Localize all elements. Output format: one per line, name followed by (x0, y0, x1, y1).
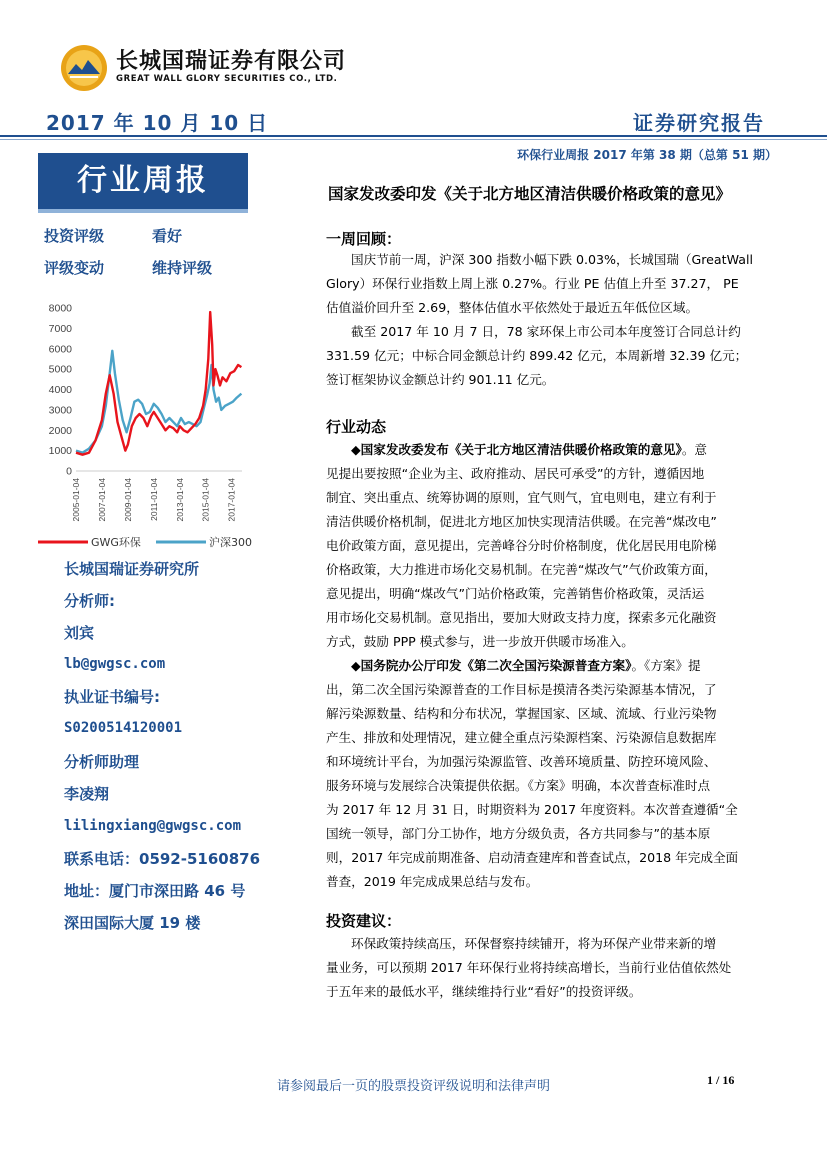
section-industry-news: 行业动态 (326, 418, 387, 436)
y-tick-label: 4000 (48, 384, 72, 396)
rating-label: 投资评级 (44, 227, 105, 245)
x-tick-label: 2005-01-04 (71, 478, 81, 522)
header-divider-thin (0, 139, 827, 140)
series-line-gwg (76, 312, 241, 455)
address-line-1: 地址：厦门市深田路 46 号 (64, 882, 246, 900)
text-line: 则，2017 年完成前期准备、启动清查建库和普查试点，2018 年完成全面 (326, 850, 739, 865)
text-line: 签订框架协议金额总计约 901.11 亿元。 (326, 372, 555, 387)
analyst-email[interactable]: lb@gwgsc.com (64, 656, 166, 672)
company-name-cn: 长城国瑞证券有限公司 (116, 49, 347, 74)
text-line: Glory）环保行业指数上周上涨 0.27%。行业 PE 估值上升至 37.27， PE (326, 276, 739, 291)
license-label: 执业证书编号: (64, 688, 160, 706)
text-line: 出，第二次全国污染源普查的工作目标是摸清各类污染源基本情况，了 (326, 682, 717, 697)
text-line: 于五年来的最低水平，继续维持行业“看好”的投资评级。 (326, 984, 642, 999)
company-name-en: GREAT WALL GLORY SECURITIES CO., LTD. (116, 74, 338, 84)
y-tick-label: 2000 (48, 424, 72, 437)
text-line: 意见提出，明确“煤改气”门站价格政策，完善销售价格政策，灵活运 (326, 586, 705, 601)
text-line: 方式，鼓励 PPP 模式参与，进一步放开供暖市场准入。 (326, 634, 634, 649)
report-date: 2017 年 10 月 10 日 (46, 111, 269, 135)
text-line: 产生、排放和处理情况，建立健全重点污染源档案、污染源信息数据库 (326, 730, 717, 745)
y-tick-label: 3000 (48, 404, 72, 417)
news-headline-heating: ◆国家发改委发布《关于北方地区清洁供暖价格政策的意见》 (351, 442, 682, 457)
text-line: 量业务，可以预期 2017 年环保行业将持续高增长，当前行业估值依然处 (326, 960, 732, 975)
issue-line: 环保行业周报 2017 年第 38 期（总第 51 期） (517, 148, 777, 162)
text-line: 环保政策持续高压，环保督察持续铺开，将为环保产业带来新的增 (351, 936, 717, 951)
paragraph-investment-advice (326, 932, 773, 1004)
text-fragment: 。《方案》提 (631, 658, 701, 673)
paragraph-heating-policy (326, 438, 773, 654)
x-tick-label: 2017-01-04 (226, 478, 237, 522)
analyst-label: 分析师: (64, 592, 115, 610)
x-tick-label: 2009-01-04 (122, 478, 133, 522)
header-divider (0, 135, 827, 137)
text-line: 解污染源数量、结构和分布状况，掌握国家、区域、流域、行业污染物 (326, 706, 717, 721)
report-type: 证券研究报告 (633, 111, 765, 135)
weekly-banner (38, 153, 248, 213)
article-title: 国家发改委印发《关于北方地区清洁供暖价格政策的意见》 (328, 185, 732, 203)
text-line: 价格政策，大力推进市场化交易机制。在完善“煤改气”气价政策方面， (326, 562, 717, 577)
x-tick-label: 2007-01-04 (96, 478, 107, 522)
y-tick-label: 1000 (48, 445, 72, 458)
index-line-chart (36, 296, 258, 556)
legend-label: GWG环保 (91, 536, 141, 549)
text-line: 见提出要按照“企业为主、政府推动、居民可承受”的方针，遵循因地 (326, 466, 705, 481)
news-headline-census: ◆国务院办公厅印发《第二次全国污染源普查方案》 (351, 658, 632, 673)
disclaimer-note: 请参阅最后一页的股票投资评级说明和法律声明 (277, 1079, 551, 1094)
text-line: 截至 2017 年 10 月 7 日，78 家环保上市公司本年度签订合同总计约 (351, 324, 741, 339)
rating-change-label: 评级变动 (44, 259, 105, 277)
text-line: 国统一领导，部门分工协作，地方分级负责，各方共同参与”的基本原 (326, 826, 711, 841)
rating-value: 看好 (152, 227, 183, 245)
analyst-name: 刘宾 (64, 624, 95, 642)
section-investment-advice: 投资建议： (326, 912, 402, 930)
text-fragment: 。意 (681, 442, 708, 457)
institute-name: 长城国瑞证券研究所 (64, 560, 200, 578)
y-tick-label: 6000 (48, 343, 72, 356)
paragraph-pollution-census (326, 654, 773, 894)
weekly-banner-text: 行业周报 (77, 163, 209, 198)
y-tick-label: 0 (66, 465, 72, 478)
y-tick-label: 8000 (48, 302, 72, 315)
paragraph-market-review (326, 248, 773, 320)
y-tick-label: 7000 (48, 322, 72, 335)
rating-change-value: 维持评级 (152, 259, 213, 277)
paragraph-contracts (326, 320, 773, 392)
series-line-hs300 (76, 351, 241, 453)
text-line (326, 654, 773, 678)
chart-series (76, 312, 241, 455)
assistant-name: 李凌翔 (64, 785, 110, 803)
y-tick-label: 5000 (48, 363, 72, 376)
text-line: 为 2017 年 12 月 31 日，时期资料为 2017 年度资料。本次普查遵循“全 (326, 802, 738, 817)
text-line: 用市场化交易机制。意见指出，要加大财政支持力度，探索多元化融资 (326, 610, 717, 625)
chart-legend (38, 535, 252, 549)
text-line: 制宜、突出重点、统筹协调的原则，宜气则气，宜电则电，建立有利于 (326, 490, 717, 505)
text-line: 电价政策方面，意见提出，完善峰谷分时价格制度，优化居民用电阶梯 (326, 538, 717, 553)
license-number: S0200514120001 (64, 720, 183, 736)
text-line: 和环境统计平台，为加强污染源监管、改善环境质量、防控环境风险、 (326, 754, 717, 769)
text-line: 估值溢价回升至 2.69，整体估值水平依然处于最近五年低位区域。 (326, 300, 699, 315)
text-line: 清洁供暖价格机制，促进北方地区加快实现清洁供暖。在完善“煤改电” (326, 514, 717, 529)
text-line: 普查，2019 年完成成果总结与发布。 (326, 874, 539, 889)
company-logo-icon (60, 44, 108, 92)
assistant-email[interactable]: lilingxiang@gwgsc.com (64, 818, 242, 834)
x-tick-label: 2015-01-04 (200, 478, 211, 522)
text-line (326, 438, 773, 462)
text-line: 服务环境与发展综合决策提供依据。《方案》明确，本次普查标准时点 (326, 778, 711, 793)
x-tick-label: 2011-01-04 (148, 478, 159, 521)
legend-label: 沪深300 (209, 536, 252, 549)
section-weekly-review: 一周回顾： (326, 230, 402, 248)
contact-phone: 联系电话：0592-5160876 (64, 850, 261, 868)
page-number: 1 / 16 (707, 1073, 735, 1087)
x-tick-label: 2013-01-04 (174, 478, 185, 522)
address-line-2: 深田国际大厦 19 楼 (64, 914, 201, 932)
text-line: 331.59 亿元；中标合同金额总计约 899.42 亿元，本周新增 32.39 亿元； (326, 348, 748, 363)
assistant-label: 分析师助理 (64, 753, 140, 771)
text-line: 国庆节前一周，沪深 300 指数小幅下跌 0.03%，长城国瑞（GreatWall (351, 252, 753, 267)
